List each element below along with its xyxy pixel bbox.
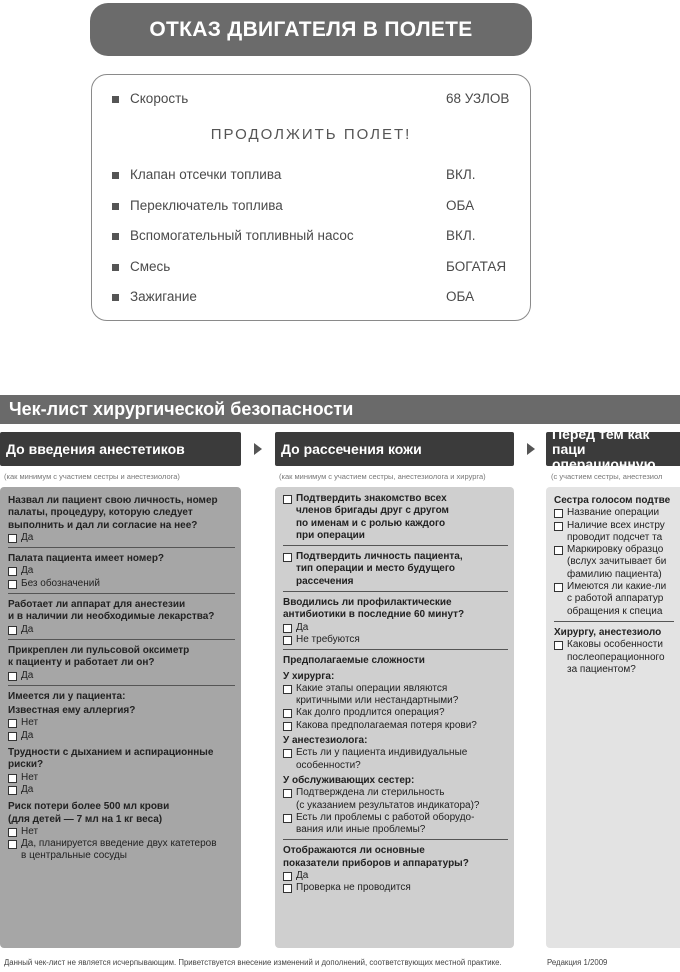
col1-subtitle: (как минимум с участием сестры и анестезиолога)	[4, 472, 180, 481]
section-label: У хирурга:	[283, 670, 335, 682]
speed-value: 68 УЗЛОВ	[446, 91, 510, 106]
checkbox[interactable]	[283, 884, 292, 893]
edition-label: Редакция 1/2009	[547, 958, 608, 967]
checkbox[interactable]	[554, 546, 563, 555]
checkbox[interactable]	[554, 509, 563, 518]
col2-panel	[275, 487, 514, 948]
checkbox[interactable]	[283, 709, 292, 718]
bullet-icon	[112, 264, 119, 271]
bullet-icon	[112, 203, 119, 210]
checkbox-item[interactable]: Имеются ли какие-ли с работой аппаратур обращения к специа	[554, 581, 674, 618]
arrow-right-icon	[527, 443, 535, 455]
checkbox[interactable]	[283, 872, 292, 881]
divider	[8, 685, 235, 686]
question: Вводились ли профилактические антибиотики в последние 60 минут?	[283, 597, 465, 621]
col1-panel	[0, 487, 241, 948]
engine-item	[92, 166, 530, 186]
divider	[554, 621, 674, 622]
engine-item-label: Вспомогательный топливный насос	[130, 228, 354, 243]
bullet-icon	[112, 172, 119, 179]
divider	[283, 649, 508, 650]
divider	[8, 639, 235, 640]
checkbox[interactable]	[283, 636, 292, 645]
checkbox[interactable]	[283, 624, 292, 633]
continue-flight-text: ПРОДОЛЖИТЬ ПОЛЕТ!	[210, 126, 412, 143]
checkbox[interactable]	[8, 580, 17, 589]
col3-subtitle: (с участием сестры, анестезиол	[551, 472, 663, 481]
checkbox-item[interactable]: Название операции	[554, 507, 674, 519]
engine-item-value: БОГАТАЯ	[446, 259, 507, 274]
checkbox-item[interactable]: Нет	[8, 717, 235, 729]
divider	[8, 593, 235, 594]
divider	[283, 591, 508, 592]
checkbox[interactable]	[283, 789, 292, 798]
checkbox-item[interactable]: Есть ли у пациента индивидуальные особенности?	[283, 747, 508, 772]
checkbox[interactable]	[8, 840, 17, 849]
checkbox[interactable]	[8, 626, 17, 635]
question: Предполагаемые сложности	[283, 655, 425, 667]
checkbox[interactable]	[554, 522, 563, 531]
checkbox-item[interactable]: Да	[8, 624, 235, 636]
speed-row	[92, 90, 530, 110]
arrow-right-icon	[254, 443, 262, 455]
col1-header: До введения анестетиков	[0, 432, 241, 466]
divider	[8, 547, 235, 548]
checkbox-item[interactable]: Да	[8, 730, 235, 742]
checkbox-item[interactable]: Подтвердить знакомство всех членов бригады друг с другом по именам и с ролью каждого при операции	[283, 493, 508, 542]
checkbox-item[interactable]: Да	[8, 784, 235, 796]
engine-failure-title: ОТКАЗ ДВИГАТЕЛЯ В ПОЛЕТЕ	[90, 3, 532, 56]
checkbox[interactable]	[8, 672, 17, 681]
checkbox[interactable]	[283, 495, 292, 504]
checkbox-item[interactable]: Да, планируется введение двух катетеров в центральные сосуды	[8, 838, 235, 863]
question: Работает ли аппарат для анестезии и в наличии ли необходимые лекарства?	[8, 599, 215, 623]
checkbox[interactable]	[283, 749, 292, 758]
engine-item-label: Зажигание	[130, 289, 197, 304]
col3-panel	[546, 487, 680, 948]
engine-item	[92, 197, 530, 217]
checkbox-item[interactable]: Подтвердить личность пациента, тип операции и место будущего рассечения	[283, 551, 508, 588]
checkbox[interactable]	[8, 567, 17, 576]
engine-item-value: ВКЛ.	[446, 167, 476, 182]
checkbox-item[interactable]: Маркировку образцо (вслух зачитывает би фамилию пациента)	[554, 544, 674, 581]
checkbox-item[interactable]: Да	[8, 565, 235, 577]
checkbox-item[interactable]: Каковы особенности послеоперационного за пациентом?	[554, 639, 674, 676]
checklist-title: Чек-лист хирургической безопасности	[0, 395, 680, 424]
checkbox[interactable]	[8, 774, 17, 783]
question: Сестра голосом подтве	[554, 495, 671, 506]
engine-item-label: Переключатель топлива	[130, 198, 283, 213]
engine-item-label: Смесь	[130, 259, 171, 274]
section-label: У анестезиолога:	[283, 735, 368, 747]
engine-item-value: ОБА	[446, 198, 475, 213]
checkbox[interactable]	[8, 828, 17, 837]
question: Отображаются ли основные показатели приборов и аппаратуры?	[283, 845, 469, 869]
footer-note: Данный чек-лист не является исчерпывающим. Приветствуется внесение изменений и дополнений, соответствующих местной практике.	[4, 958, 502, 967]
checkbox[interactable]	[283, 685, 292, 694]
question: Известная ему аллергия?	[8, 705, 136, 717]
bullet-icon	[112, 96, 119, 103]
checkbox-item[interactable]: Да	[283, 622, 508, 634]
checkbox[interactable]	[283, 553, 292, 562]
checkbox-item[interactable]: Какие этапы операции являются критичными или нестандартными?	[283, 683, 508, 708]
checkbox[interactable]	[8, 732, 17, 741]
engine-item	[92, 288, 530, 308]
engine-item-value: ОБА	[446, 289, 475, 304]
checkbox[interactable]	[283, 722, 292, 731]
checkbox-item[interactable]: Да	[8, 532, 235, 544]
question: Имеется ли у пациента:	[8, 690, 126, 702]
col3-header: Перед тем как паци операционную	[546, 432, 680, 466]
checkbox[interactable]	[554, 583, 563, 592]
question: Трудности с дыханием и аспирационные риски?	[8, 747, 214, 771]
question: Риск потери более 500 мл крови (для детей — 7 мл на 1 кг веса)	[8, 801, 170, 825]
checkbox[interactable]	[8, 786, 17, 795]
checkbox-item[interactable]: Да	[8, 670, 235, 682]
checkbox-item[interactable]: Подтверждена ли стерильность (с указанием результатов индикатора)?	[283, 787, 508, 812]
section-label: У обслуживающих сестер:	[283, 774, 415, 786]
checkbox[interactable]	[8, 719, 17, 728]
checkbox-item[interactable]: Какова предполагаемая потеря крови?	[283, 720, 508, 732]
checkbox-item[interactable]: Да	[283, 870, 508, 882]
divider	[283, 545, 508, 546]
question: Палата пациента имеет номер?	[8, 553, 165, 565]
checkbox[interactable]	[8, 534, 17, 543]
speed-label: Скорость	[130, 91, 189, 106]
bullet-icon	[112, 233, 119, 240]
question: Прикреплен ли пульсовой оксиметр к пациенту и работает ли он?	[8, 644, 190, 669]
checkbox-item[interactable]: Есть ли проблемы с работой оборудо- вания или иные проблемы?	[283, 812, 508, 837]
checkbox-item[interactable]: Проверка не проводится	[283, 882, 508, 894]
question: Назвал ли пациент свою личность, номер палаты, процедуру, которую следует выполнить и дал ли согласие на нее?	[8, 495, 218, 531]
bullet-icon	[112, 294, 119, 301]
question: Хирургу, анестезиоло	[554, 626, 662, 638]
engine-failure-box	[91, 74, 531, 321]
engine-item-label: Клапан отсечки топлива	[130, 167, 282, 182]
checkbox[interactable]	[554, 641, 563, 650]
col2-header: До рассечения кожи	[275, 432, 514, 466]
engine-item	[92, 258, 530, 278]
checkbox[interactable]	[283, 814, 292, 823]
checkbox-item[interactable]: Нет	[8, 826, 235, 838]
checkbox-item[interactable]: Как долго продлится операция?	[283, 707, 508, 719]
engine-item-value: ВКЛ.	[446, 228, 476, 243]
checkbox-item[interactable]: Не требуются	[283, 634, 508, 646]
divider	[283, 839, 508, 840]
checkbox-item[interactable]: Без обозначений	[8, 578, 235, 590]
engine-item	[92, 227, 530, 247]
checkbox-item[interactable]: Нет	[8, 772, 235, 784]
col2-subtitle: (как минимум с участием сестры, анестезиолога и хирурга)	[279, 472, 486, 481]
checkbox-item[interactable]: Наличие всех инстру проводит подсчет та	[554, 520, 674, 545]
